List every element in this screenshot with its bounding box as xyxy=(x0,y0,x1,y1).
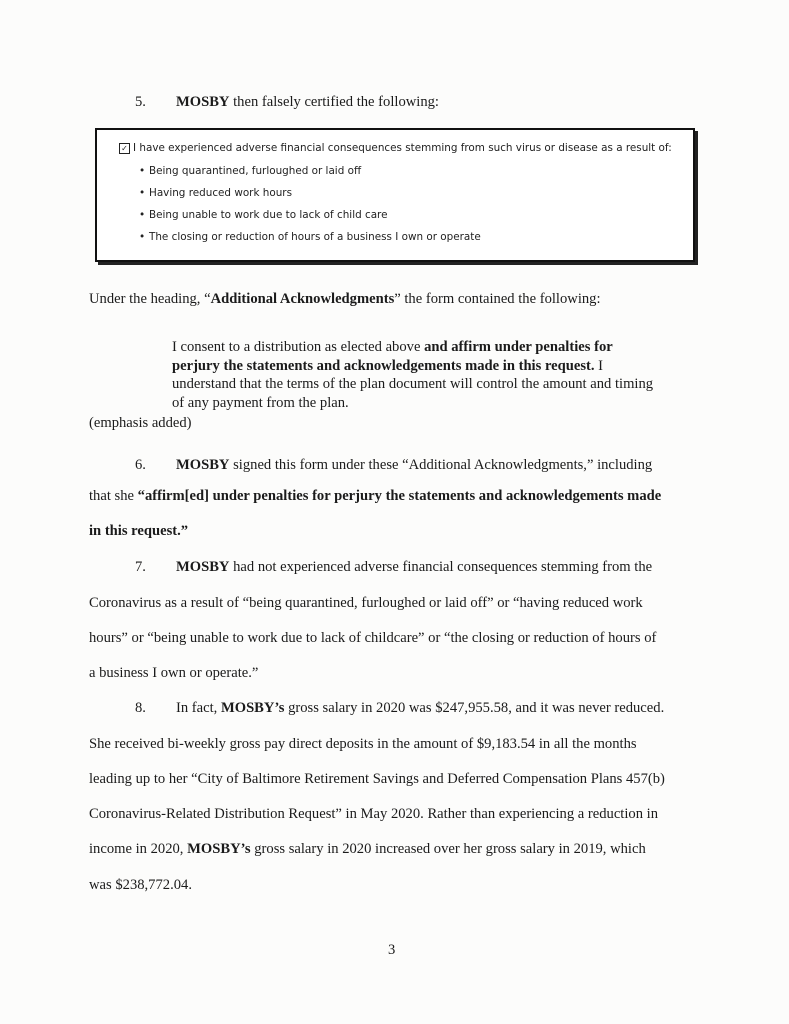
bullet-item xyxy=(139,231,481,243)
para7-line2: Coronavirus as a result of “being quarantined, furloughed or laid off” or “having reduced work xyxy=(89,595,643,611)
bullet-icon: • xyxy=(139,187,146,199)
para7-line1 xyxy=(135,558,652,576)
quote-bold: and affirm under penalties for perjury the statements and acknowledgements made in this request. xyxy=(172,339,613,374)
para5-name: MOSBY xyxy=(175,94,230,110)
emphasis-note: (emphasis added) xyxy=(89,415,192,431)
quote-end: I understand that the terms of the plan document will control the amount and timing of any payment from the plan. xyxy=(172,357,654,411)
para8-line3: leading up to her “City of Baltimore Retirement Savings and Deferred Compensation Plans 457(b) xyxy=(89,771,665,787)
form-excerpt-box xyxy=(95,128,695,262)
para8-line6: was $238,772.04. xyxy=(89,877,192,893)
certification-text: I have experienced adverse financial consequences stemming from such virus or disease as a result of: xyxy=(133,142,672,154)
para6-line2 xyxy=(89,487,661,505)
para8-number: 8. xyxy=(135,700,146,716)
para7-line4: a business I own or operate.” xyxy=(89,665,259,681)
para7-number: 7. xyxy=(135,559,146,575)
bullet-item xyxy=(139,187,292,199)
para6-line3: in this request.” xyxy=(89,523,189,539)
para8-line5-pre: income in 2020, xyxy=(89,841,188,857)
bullet-icon: • xyxy=(139,165,146,177)
bullet-text: The closing or reduction of hours of a business I own or operate xyxy=(149,231,481,243)
para8-line5 xyxy=(89,840,646,858)
para6-line2-bold: “affirm[ed] under penalties for perjury the statements and acknowledgements made xyxy=(137,488,662,504)
para8-line5-name: MOSBY’s xyxy=(187,841,251,857)
para6-line1 xyxy=(135,456,652,474)
bullet-text: Being unable to work due to lack of child care xyxy=(149,209,388,221)
block-quote xyxy=(172,338,656,412)
para8-line4: Coronavirus-Related Distribution Request” in May 2020. Rather than experiencing a reduction in xyxy=(89,806,659,822)
para8-line2: She received bi-weekly gross pay direct deposits in the amount of $9,183.54 in all the months xyxy=(89,736,637,752)
para7-text: had not experienced adverse financial consequences stemming from the xyxy=(229,559,653,575)
heading-line xyxy=(89,290,601,308)
para8-line1 xyxy=(135,699,664,717)
para6-number: 6. xyxy=(135,457,146,473)
para8-name: MOSBY’s xyxy=(220,700,285,716)
para6-line2-pre: that she xyxy=(89,488,138,504)
quote-start: I consent to a distribution as elected above xyxy=(172,339,425,355)
checkbox-checked-icon: ✓ xyxy=(119,143,130,154)
heading-bold: Additional Acknowledgments xyxy=(210,291,395,307)
para8-line1-pre: In fact, xyxy=(175,700,221,716)
para7-line3: hours” or “being unable to work due to lack of childcare” or “the closing or reduction of hours of xyxy=(89,630,657,646)
para5-text: then falsely certified the following: xyxy=(229,94,439,110)
para5 xyxy=(135,93,439,111)
para8-text: gross salary in 2020 was $247,955.58, and it was never reduced. xyxy=(284,700,665,716)
heading-pre: Under the heading, “ xyxy=(89,291,211,307)
heading-post: ” the form contained the following: xyxy=(394,291,601,307)
bullet-item xyxy=(139,165,361,177)
para6-text: signed this form under these “Additional Acknowledgments,” including xyxy=(229,457,653,473)
bullet-item xyxy=(139,209,388,221)
para5-number: 5. xyxy=(135,94,146,110)
para6-name: MOSBY xyxy=(175,457,230,473)
page-number: 3 xyxy=(388,942,396,958)
bullet-text: Being quarantined, furloughed or laid off xyxy=(149,165,362,177)
para7-name: MOSBY xyxy=(175,559,230,575)
bullet-text: Having reduced work hours xyxy=(149,187,292,199)
para8-line5-text: gross salary in 2020 increased over her gross salary in 2019, which xyxy=(250,841,646,857)
bullet-icon: • xyxy=(139,209,146,221)
bullet-icon: • xyxy=(139,231,146,243)
